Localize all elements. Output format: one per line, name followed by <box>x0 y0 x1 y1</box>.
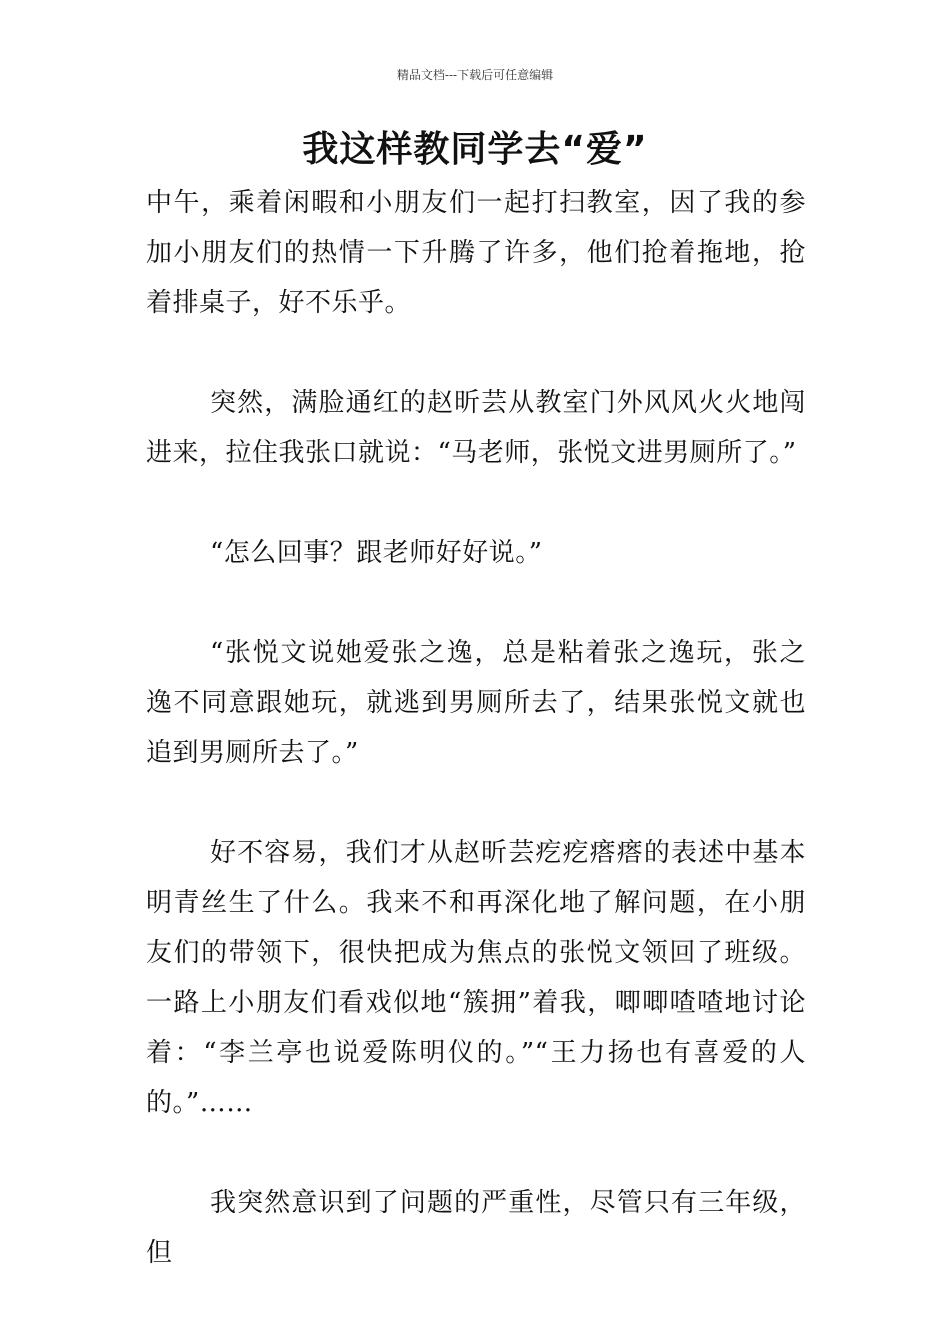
document-body <box>146 178 806 1328</box>
paragraph-3: “怎么回事？跟老师好好说。” <box>210 538 543 568</box>
paragraph-4: “张悦文说她爱张之逸，总是粘着张之逸玩，张之逸不同意跟她玩，就逃到男厕所去了，结果张悦文就也追到男厕所去了。” <box>146 638 806 768</box>
document-title: 我这样教同学去“爱” <box>302 129 648 170</box>
paragraph-5: 好不容易，我们才从赵昕芸疙疙瘩瘩的表述中基本明青丝生了什么。我来不和再深化地了解问题，在小朋友们的带领下，很快把成为焦点的张悦文领回了班级。一路上小朋友们看戏似地“簇拥”着我，唧唧喳喳地讨论着：“李兰亭也说爱陈明仪的。”“王力扬也有喜爱的人的。”…… <box>146 838 806 1118</box>
paragraph-2: 突然，满脸通红的赵昕芸从教室门外风风火火地闯进来，拉住我张口就说：“马老师，张悦文进男厕所了。” <box>146 388 806 468</box>
header-note: 精品文档---下载后可任意编辑 <box>396 68 554 82</box>
paragraph-6: 我突然意识到了问题的严重性，尽管只有三年级，但 <box>146 1188 806 1268</box>
paragraph-1: 中午，乘着闲暇和小朋友们一起打扫教室，因了我的参加小朋友们的热情一下升腾了许多，他们抢着拖地，抢着排桌子，好不乐乎。 <box>146 188 806 318</box>
